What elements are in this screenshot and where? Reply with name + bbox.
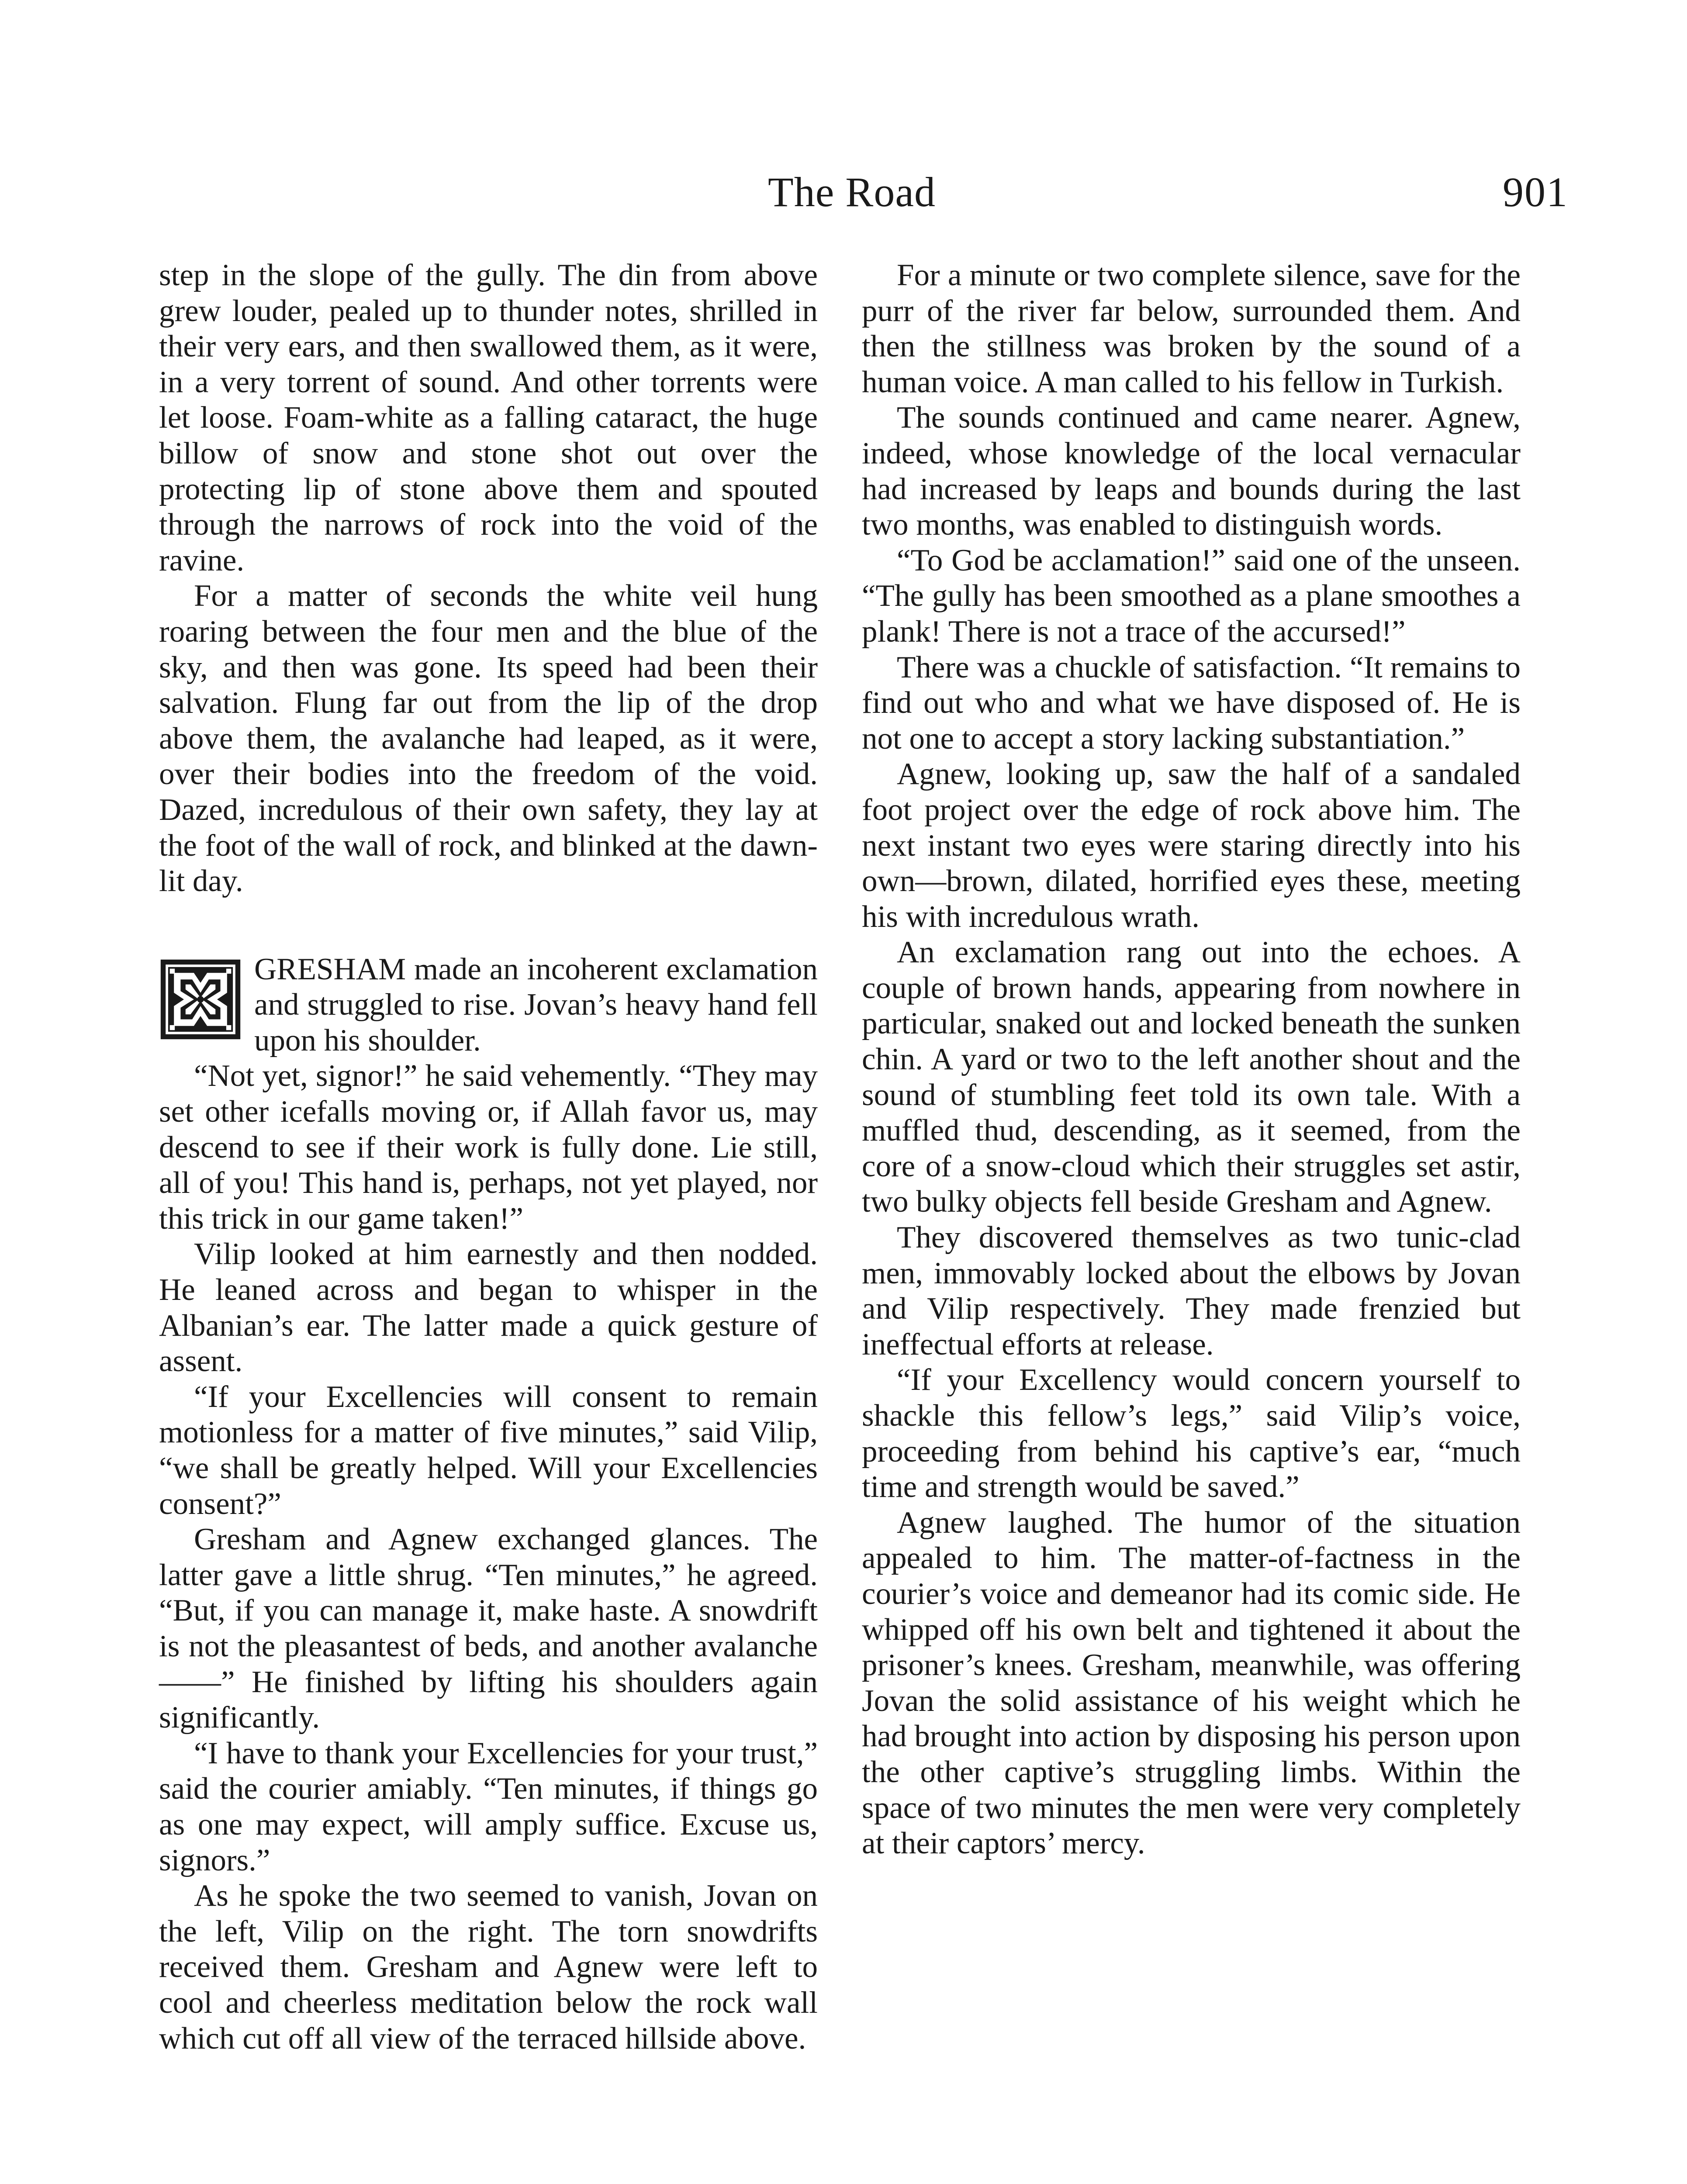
ornamental-initial-icon	[159, 958, 242, 1041]
paragraph: “To God be acclamation!” said one of the unseen. “The gully has been smoothed as a plane smoothes a plank! There is not a trace of the accursed!”	[862, 543, 1521, 649]
paragraph: “I have to thank your Excellencies for your trust,” said the courier amiably. “Ten minutes, if things go as one may expect, will amply suffice. Excuse us, signors.”	[159, 1736, 818, 1877]
paragraph: step in the slope of the gully. The din from above grew louder, pealed up to thunder notes, shrilled in their very ears, and then swallowed them, as it were, in a very torrent of sound. And other torrents were let loose. Foam-white as a falling cataract, the huge billow of snow and stone shot out over the protecting lip of stone above them and spouted through the narrows of rock into the void of the ravine.	[159, 258, 818, 577]
dropcap-paragraph-text: GRESHAM made an incoherent exclamation and struggled to rise. Jovan’s heavy hand fell upon his shoulder.	[254, 952, 818, 1057]
page-number: 901	[1503, 169, 1568, 215]
paragraph: Gresham and Agnew exchanged glances. The latter gave a little shrug. “Ten minutes,” he agreed. “But, if you can manage it, make haste. A snowdrift is not the pleasantest of beds, and another avalanche——” He finished by lifting his shoulders again significantly.	[159, 1522, 818, 1735]
paragraph: The sounds continued and came nearer. Agnew, indeed, whose knowledge of the local vernacular had increased by leaps and bounds during the last two months, was enabled to distinguish words.	[862, 401, 1521, 542]
paragraph: For a matter of seconds the white veil hung roaring between the four men and the blue of the sky, and then was gone. Its speed had been their salvation. Flung far out from the lip of the drop above them, the avalanche had leaped, as it were, over their bodies into the freedom of the void. Dazed, incredulous of their own safety, they lay at the foot of the wall of rock, and blinked at the dawn-lit day.	[159, 579, 818, 898]
paragraph: An exclamation rang out into the echoes. A couple of brown hands, appearing from nowhere in particular, snaked out and locked beneath the sunken chin. A yard or two to the left another shout and the sound of stumbling feet told its own tale. With a muffled thud, descending, as it seemed, from the core of a snow-cloud which their struggles set astir, two bulky objects fell beside Gresham and Agnew.	[862, 935, 1521, 1219]
paragraph: There was a chuckle of satisfaction. “It remains to find out who and what we have disposed of. He is not one to accept a story lacking substantiation.”	[862, 650, 1521, 756]
paragraph: Vilip looked at him earnestly and then nodded. He leaned across and began to whisper in the Albanian’s ear. The latter made a quick gesture of assent.	[159, 1237, 818, 1379]
paragraph: For a minute or two complete silence, save for the purr of the river far below, surrounded them. And then the stillness was broken by the sound of a human voice. A man called to his fellow in Turkish.	[862, 258, 1521, 399]
paragraph: “If your Excellencies will consent to remain motionless for a matter of five minutes,” said Vilip, “we shall be greatly helped. Will your Excellencies consent?”	[159, 1379, 818, 1521]
paragraph: Agnew laughed. The humor of the situation appealed to him. The matter-of-factness in the courier’s voice and demeanor had its comic side. He whipped off his own belt and tightened it about the prisoner’s knees. Gresham, meanwhile, was offering Jovan the solid assistance of his weight which he had brought into action by disposing his person upon the other captive’s struggling limbs. Within the space of two minutes the men were very completely at their captors’ mercy.	[862, 1505, 1521, 1861]
running-title: The Road	[768, 169, 936, 215]
left-column	[159, 258, 818, 2056]
section-break	[159, 899, 818, 952]
paragraph: “Not yet, signor!” he said vehemently. “They may set other icefalls moving or, if Allah favor us, may descend to see if their work is fully done. Lie still, all of you! This hand is, perhaps, not yet played, nor this trick in our game taken!”	[159, 1059, 818, 1236]
paragraph: “If your Excellency would concern yourself to shackle this fellow’s legs,” said Vilip’s voice, proceeding from behind his captive’s ear, “much time and strength would be saved.”	[862, 1363, 1521, 1504]
paragraph: They discovered themselves as two tunic-clad men, immovably locked about the elbows by Jovan and Vilip respectively. They made frenzied but ineffectual efforts at release.	[862, 1220, 1521, 1362]
dropcap-paragraph	[159, 952, 818, 1059]
paragraph: Agnew, looking up, saw the half of a sandaled foot project over the edge of rock above him. The next instant two eyes were staring directly into his own—brown, dilated, horrified eyes these, meeting his with incredulous wrath.	[862, 757, 1521, 934]
paragraph: As he spoke the two seemed to vanish, Jovan on the left, Vilip on the right. The torn snowdrifts received them. Gresham and Agnew were left to cool and cheerless meditation below the rock wall which cut off all view of the terraced hillside above.	[159, 1879, 818, 2056]
right-column	[862, 258, 1521, 1862]
